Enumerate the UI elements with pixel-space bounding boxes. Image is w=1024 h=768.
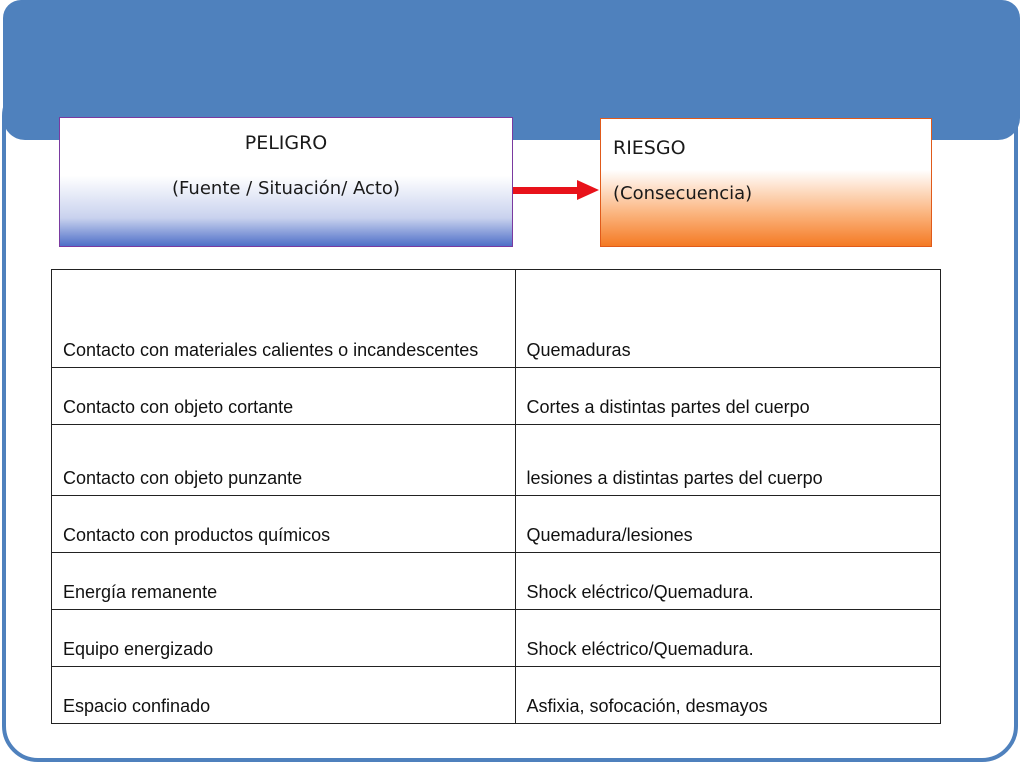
risk-subtitle: (Consecuencia) <box>613 183 753 204</box>
table-row <box>52 270 941 368</box>
risk-cell: Quemadura/lesiones <box>515 496 940 553</box>
risk-cell: Shock eléctrico/Quemadura. <box>515 553 940 610</box>
hazard-cell: Contacto con productos químicos <box>52 496 516 553</box>
hazard-cell: Energía remanente <box>52 553 516 610</box>
arrow-right-icon <box>513 187 579 194</box>
table-row <box>52 425 941 496</box>
risk-cell: Quemaduras <box>515 270 940 368</box>
hazard-cell: Contacto con materiales calientes o incandescentes <box>52 270 516 368</box>
risk-header-box <box>600 118 932 247</box>
hazard-risk-table <box>51 269 941 724</box>
hazard-cell: Contacto con objeto punzante <box>52 425 516 496</box>
table-row <box>52 610 941 667</box>
hazard-cell: Contacto con objeto cortante <box>52 368 516 425</box>
risk-cell: lesiones a distintas partes del cuerpo <box>515 425 940 496</box>
risk-cell: Asfixia, sofocación, desmayos <box>515 667 940 724</box>
hazard-cell: Espacio confinado <box>52 667 516 724</box>
risk-cell: Cortes a distintas partes del cuerpo <box>515 368 940 425</box>
table-row <box>52 553 941 610</box>
arrow-head-icon <box>577 180 599 200</box>
hazard-header-box <box>59 117 513 247</box>
hazard-cell: Equipo energizado <box>52 610 516 667</box>
risk-cell: Shock eléctrico/Quemadura. <box>515 610 940 667</box>
table-row <box>52 667 941 724</box>
table-row <box>52 496 941 553</box>
risk-title: RIESGO <box>613 137 686 159</box>
hazard-title: PELIGRO <box>244 132 328 154</box>
table-row <box>52 368 941 425</box>
hazard-subtitle: (Fuente / Situación/ Acto) <box>172 178 400 199</box>
